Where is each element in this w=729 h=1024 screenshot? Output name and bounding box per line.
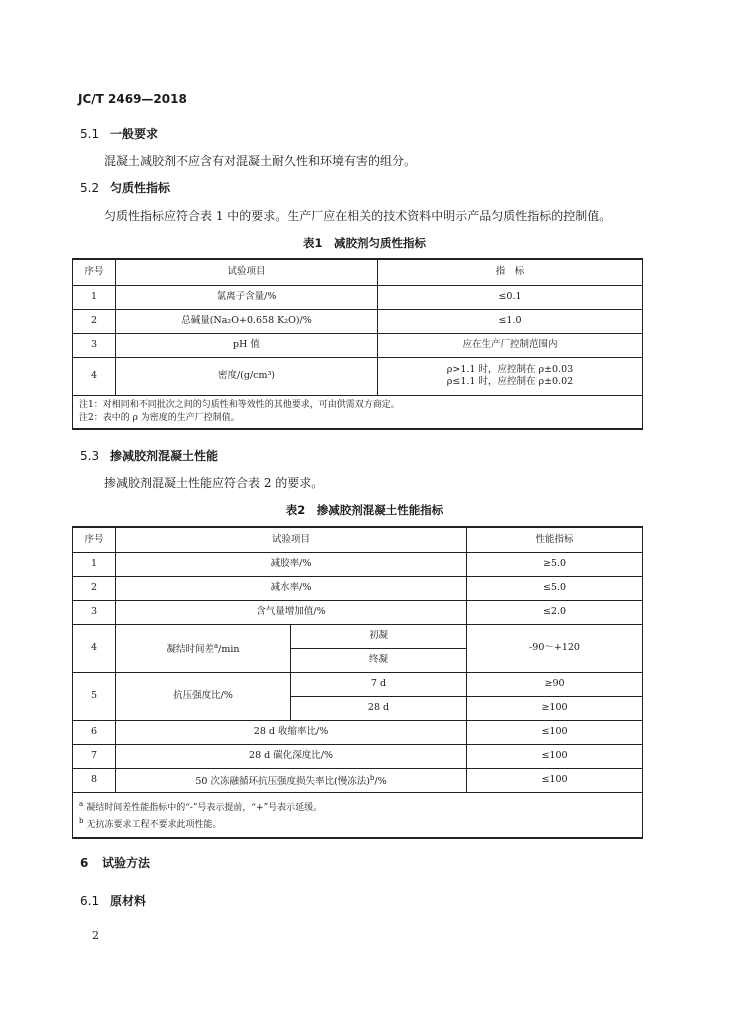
test-item: 28 d 碳化深度比/% <box>116 744 467 768</box>
table-row <box>73 357 643 395</box>
table-row <box>73 744 643 768</box>
row-number: 5 <box>73 672 116 720</box>
table-row <box>73 333 643 357</box>
paragraph-5-1: 混凝土减胶剂不应含有对混凝土耐久性和环境有害的组分。 <box>104 154 417 168</box>
table-note: 注1：对相同和不同批次之间的匀质性和等效性的其他要求，可由供需双方商定。 <box>79 399 400 410</box>
section-title: 试验方法 <box>102 856 151 870</box>
table1 <box>72 258 643 430</box>
test-item: 含气量增加值/% <box>116 600 467 624</box>
index-value: -90～+120 <box>467 624 643 672</box>
footnote-text: 无抗冻要求工程不要求此项性能。 <box>86 819 222 830</box>
table1-header-index: 指 标 <box>378 259 643 285</box>
test-item-unit: /% <box>374 776 387 788</box>
section-title: 一般要求 <box>110 127 159 141</box>
index-value: ≤2.0 <box>467 600 643 624</box>
standard-code: JC/T 2469—2018 <box>78 92 187 106</box>
index-value: 应在生产厂控制范围内 <box>378 333 643 357</box>
table1-header-item: 试验项目 <box>116 259 378 285</box>
paragraph-5-2: 匀质性指标应符合表 1 中的要求。生产厂应在相关的技术资料中明示产品匀质性指标的控制值。 <box>104 209 612 223</box>
test-item-text: 50 次冻融循环抗压强度损失率比(慢冻法) <box>195 776 370 788</box>
section-title: 原材料 <box>110 894 147 908</box>
index-value: ≤100 <box>467 744 643 768</box>
table-footnote <box>79 815 636 832</box>
test-item: 减水率/% <box>116 576 467 600</box>
row-number: 8 <box>73 768 116 792</box>
table-row <box>73 672 643 696</box>
section-heading-6-1 <box>80 892 146 909</box>
table1-notes <box>73 395 643 429</box>
row-number: 6 <box>73 720 116 744</box>
test-item-unit: /min <box>218 644 240 656</box>
table2-header-item: 试验项目 <box>116 527 467 552</box>
footnote-marker: a <box>213 641 219 650</box>
footnote-marker: b <box>79 816 84 825</box>
page-number: 2 <box>92 929 99 942</box>
row-number: 3 <box>73 333 116 357</box>
paragraph-5-3: 掺减胶剂混凝土性能应符合表 2 的要求。 <box>104 476 324 490</box>
index-value: ≤5.0 <box>467 576 643 600</box>
section-heading-5-2 <box>80 179 170 196</box>
table2-footnotes <box>73 792 643 838</box>
sub-item: 28 d <box>291 696 467 720</box>
index-value <box>378 357 643 395</box>
index-value: ≤100 <box>467 768 643 792</box>
table1-header-no: 序号 <box>73 259 116 285</box>
table-row <box>73 285 643 309</box>
test-item <box>116 624 291 672</box>
row-number: 4 <box>73 624 116 672</box>
section-number: 5.1 <box>80 127 100 141</box>
index-value: ≤100 <box>467 720 643 744</box>
section-title: 匀质性指标 <box>110 181 171 195</box>
table-row <box>73 600 643 624</box>
index-value: ≤1.0 <box>378 309 643 333</box>
sub-item: 终凝 <box>291 648 467 672</box>
row-number: 4 <box>73 357 116 395</box>
table2-header-no: 序号 <box>73 527 116 552</box>
row-number: 3 <box>73 600 116 624</box>
index-value: ≥100 <box>467 696 643 720</box>
sub-item: 初凝 <box>291 624 467 648</box>
index-value-line-2: ρ≤1.1 时，应控制在 ρ±0.02 <box>446 376 574 387</box>
index-value-line-1: ρ>1.1 时，应控制在 ρ±0.03 <box>446 364 574 375</box>
test-item: 减胶率/% <box>116 552 467 576</box>
table-row <box>73 624 643 648</box>
table-row <box>73 768 643 792</box>
test-item: pH 值 <box>116 333 378 357</box>
sub-item: 7 d <box>291 672 467 696</box>
table-row <box>73 576 643 600</box>
index-value: ≥5.0 <box>467 552 643 576</box>
footnote-marker: a <box>79 799 84 808</box>
table-row <box>73 720 643 744</box>
test-item: 28 d 收缩率比/% <box>116 720 467 744</box>
test-item: 氯离子含量/% <box>116 285 378 309</box>
footnote-marker: b <box>369 773 375 782</box>
test-item: 抗压强度比/% <box>116 672 291 720</box>
table-note: 注2：表中的 ρ 为密度的生产厂控制值。 <box>79 412 240 423</box>
section-number: 5.2 <box>80 181 100 195</box>
index-value: ≤0.1 <box>378 285 643 309</box>
section-heading-5-1 <box>80 125 158 142</box>
row-number: 7 <box>73 744 116 768</box>
section-title: 掺减胶剂混凝土性能 <box>110 449 219 463</box>
table-row <box>73 309 643 333</box>
table-footnote <box>79 798 636 815</box>
test-item-text: 凝结时间差 <box>166 644 214 656</box>
test-item: 密度/(g/cm³) <box>116 357 378 395</box>
row-number: 1 <box>73 285 116 309</box>
section-heading-5-3 <box>80 447 218 464</box>
test-item <box>116 768 467 792</box>
section-number: 6.1 <box>80 894 100 908</box>
table2 <box>72 526 643 839</box>
row-number: 1 <box>73 552 116 576</box>
row-number: 2 <box>73 576 116 600</box>
section-heading-6 <box>80 854 150 871</box>
table2-caption: 表2 掺减胶剂混凝土性能指标 <box>285 503 444 517</box>
table1-caption: 表1 减胶剂匀质性指标 <box>302 236 426 250</box>
table-row <box>73 552 643 576</box>
test-item: 总碱量(Na₂O+0.658 K₂O)/% <box>116 309 378 333</box>
row-number: 2 <box>73 309 116 333</box>
section-number: 5.3 <box>80 449 100 463</box>
table2-header-index: 性能指标 <box>467 527 643 552</box>
index-value: ≥90 <box>467 672 643 696</box>
section-number: 6 <box>80 856 89 870</box>
footnote-text: 凝结时间差性能指标中的“-”号表示提前，“+”号表示延缓。 <box>86 802 323 813</box>
